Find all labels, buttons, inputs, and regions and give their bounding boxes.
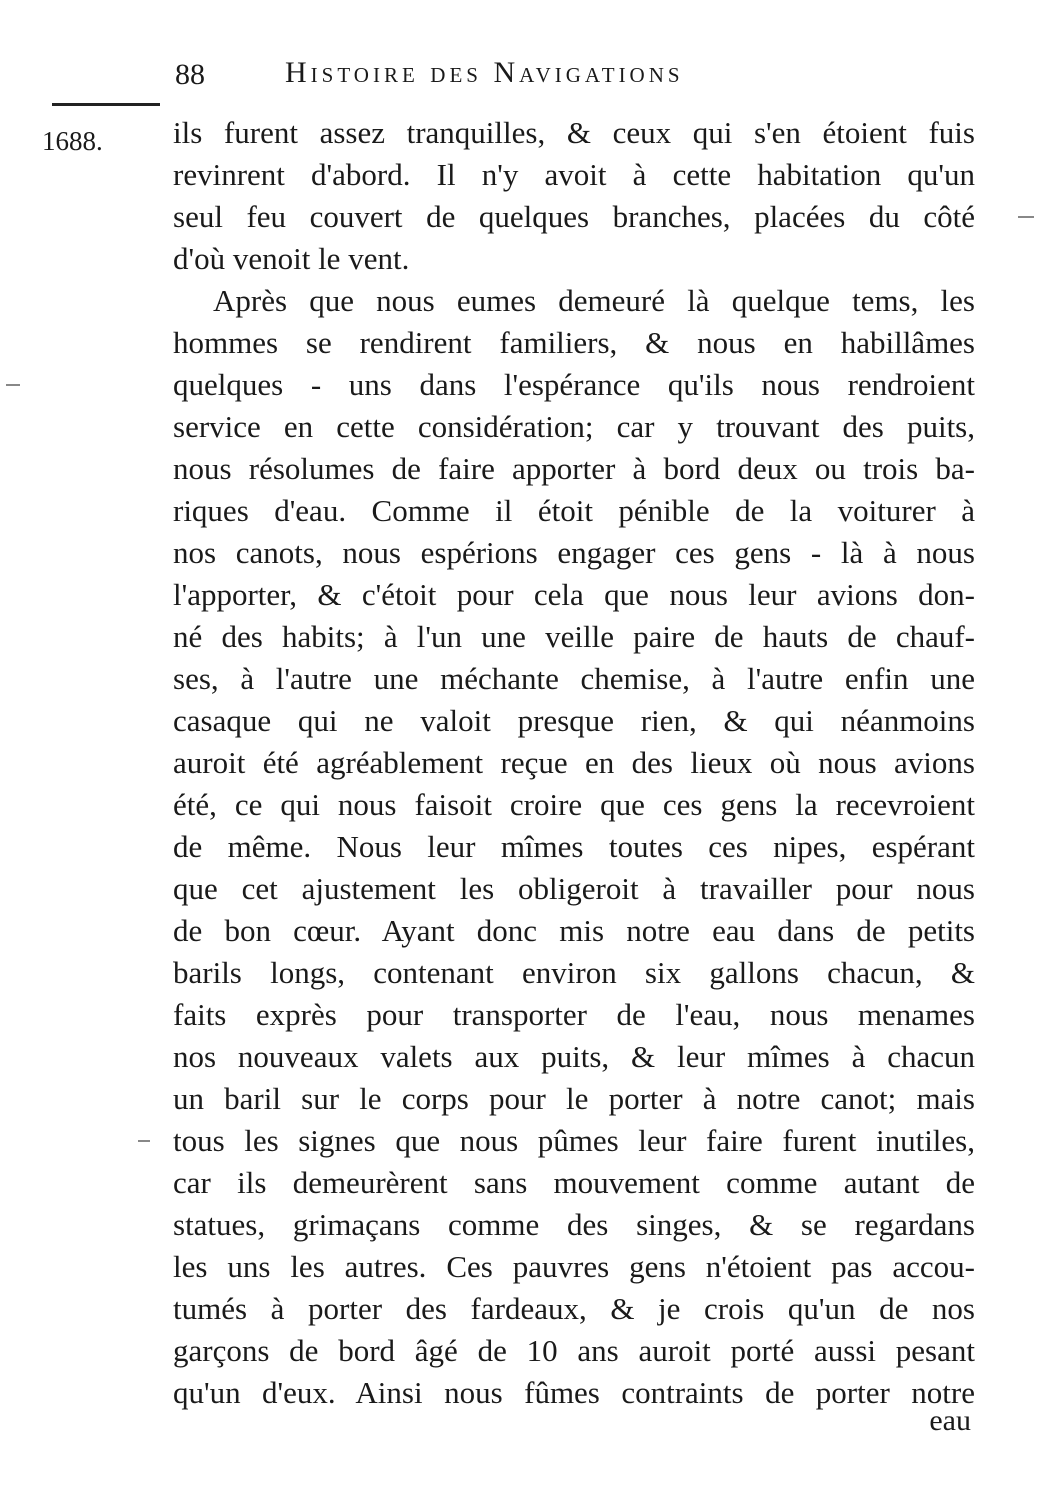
text-line: revinrent d'abord. Il n'y avoit à cette habitation qu'un bbox=[173, 157, 975, 192]
text-line: nous résolumes de faire apporter à bord deux ou trois ba- bbox=[173, 451, 975, 486]
text-line: tous les signes que nous pûmes leur faire furent inutiles, bbox=[173, 1123, 975, 1158]
running-title: Histoire des Navigations bbox=[285, 56, 684, 89]
text-line: ses, à l'autre une méchante chemise, à l'autre enfin une bbox=[173, 661, 975, 696]
text-line: qu'un d'eux. Ainsi nous fûmes contraints de porter notre bbox=[173, 1375, 975, 1410]
text-line: nos nouveaux valets aux puits, & leur mîmes à chacun bbox=[173, 1039, 975, 1074]
text-line: barils longs, contenant environ six gallons chacun, & bbox=[173, 955, 975, 990]
body-text bbox=[173, 112, 975, 1414]
text-line: garçons de bord âgé de 10 ans auroit porté aussi pesant bbox=[173, 1333, 975, 1368]
text-line: né des habits; à l'un une veille paire de hauts de chauf- bbox=[173, 619, 975, 654]
text-line: de même. Nous leur mîmes toutes ces nipes, espérant bbox=[173, 829, 975, 864]
margin-rule bbox=[52, 103, 160, 106]
text-line: quelques - uns dans l'espérance qu'ils nous rendroient bbox=[173, 367, 975, 402]
text-line: faits exprès pour transporter de l'eau, nous menames bbox=[173, 997, 975, 1032]
text-line: nos canots, nous espérions engager ces gens - là à nous bbox=[173, 535, 975, 570]
text-line: auroit été agréablement reçue en des lieux où nous avions bbox=[173, 745, 975, 780]
text-line: de bon cœur. Ayant donc mis notre eau dans de petits bbox=[173, 913, 975, 948]
text-line: casaque qui ne valoit presque rien, & qui néanmoins bbox=[173, 703, 975, 738]
margin-mark bbox=[138, 1140, 150, 1142]
page-header bbox=[175, 52, 975, 100]
text-line: que cet ajustement les obligeroit à travailler pour nous bbox=[173, 871, 975, 906]
text-line: un baril sur le corps pour le porter à notre canot; mais bbox=[173, 1081, 975, 1116]
text-line: l'apporter, & c'étoit pour cela que nous leur avions don- bbox=[173, 577, 975, 612]
text-line: hommes se rendirent familiers, & nous en habillâmes bbox=[173, 325, 975, 360]
text-line: riques d'eau. Comme il étoit pénible de la voiturer à bbox=[173, 493, 975, 528]
text-line: les uns les autres. Ces pauvres gens n'étoient pas accou- bbox=[173, 1249, 975, 1284]
catchword: eau bbox=[929, 1404, 971, 1437]
text-line: tumés à porter des fardeaux, & je crois qu'un de nos bbox=[173, 1291, 975, 1326]
text-line: service en cette considération; car y trouvant des puits, bbox=[173, 409, 975, 444]
text-line: Après que nous eumes demeuré là quelque tems, les bbox=[213, 283, 975, 318]
text-line: car ils demeurèrent sans mouvement comme autant de bbox=[173, 1165, 975, 1200]
text-line: seul feu couvert de quelques branches, placées du côté bbox=[173, 199, 975, 234]
text-line: été, ce qui nous faisoit croire que ces gens la recevroient bbox=[173, 787, 975, 822]
margin-mark bbox=[6, 384, 20, 386]
margin-year: 1688. bbox=[42, 126, 103, 156]
text-line: statues, grimaçans comme des singes, & se regardans bbox=[173, 1207, 975, 1242]
text-line: d'où venoit le vent. bbox=[173, 241, 410, 276]
page-number: 88 bbox=[175, 58, 205, 91]
margin-mark bbox=[1018, 216, 1034, 218]
text-line: ils furent assez tranquilles, & ceux qui s'en étoient fuis bbox=[173, 115, 975, 150]
